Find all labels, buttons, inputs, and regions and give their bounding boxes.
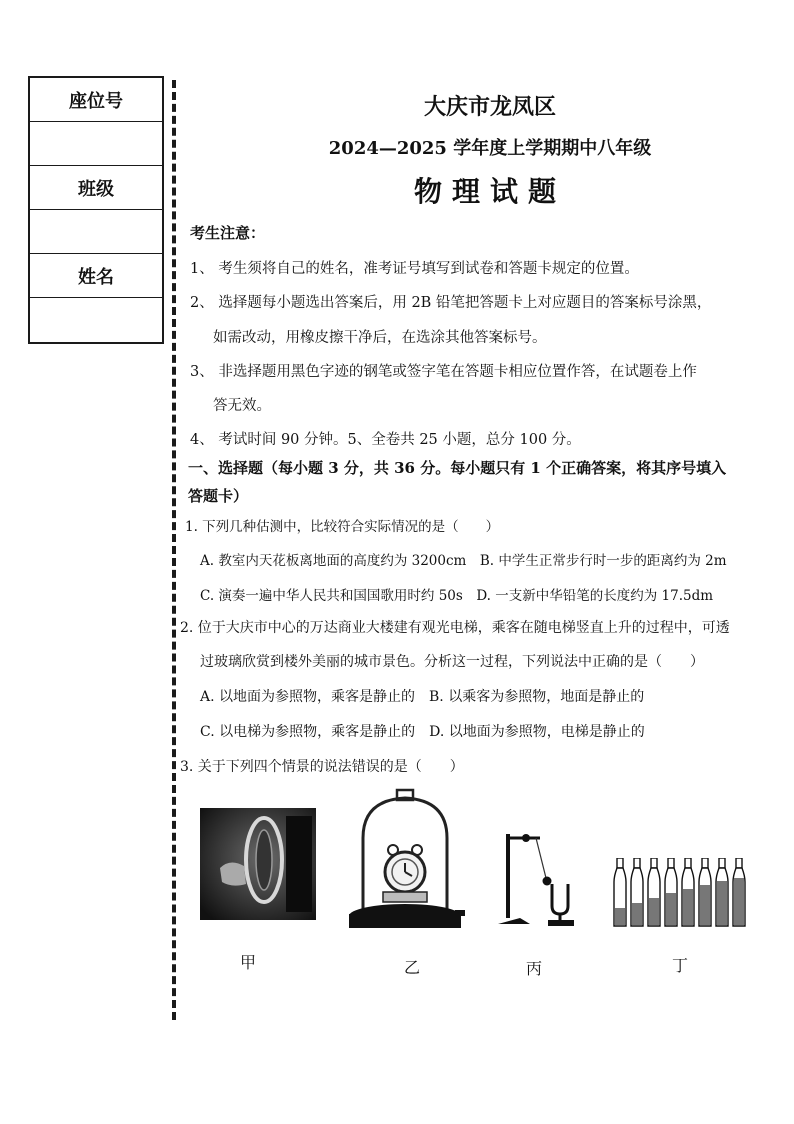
caption-jia: 甲 [240,953,257,972]
region-title: 大庆市龙凤区 [423,94,556,120]
q2-options-ab: A. 以地面为参照物，乘客是静止的 B. 以乘客为参照物，地面是静止的 [200,689,645,705]
caption-yi: 乙 [404,958,421,977]
notice-item-2a: 2、 选择题每小题选出答案后，用 2B 铅笔把答题卡上对应题目的答案标号涂黑， [190,295,712,311]
figure-jia-photo [200,808,316,920]
term-title: 2024—2025 学年度上学期期中八年级 [328,138,652,159]
q1-options-ab: A. 教室内天花板离地面的高度约为 3200cm B. 中学生正常步行时一步的距离约为 2m [200,553,727,569]
student-info-table [28,76,164,344]
name-field[interactable] [30,298,162,342]
caption-ding: 丁 [672,956,689,975]
notice-heading: 考生注意： [190,224,266,242]
notice-item-1: 1、 考生须将自己的姓名，准考证号填写到试卷和答题卡规定的位置。 [190,261,639,277]
subject-title: 物理试题 [413,175,566,208]
seat-number-label: 座位号 [30,78,162,122]
figure-yi-bell-jar [345,788,465,936]
name-label: 姓名 [30,254,162,298]
q1-stem: 1. 下列几种估测中，比较符合实际情况的是（ ） [185,519,500,535]
q2-stem-b: 过玻璃欣赏到楼外美丽的城市景色。分析这一过程，下列说法中正确的是（ ） [200,654,704,670]
section1-heading-b: 答题卡） [188,487,249,505]
q2-stem-a: 2. 位于大庆市中心的万达商业大楼建有观光电梯，乘客在随电梯竖直上升的过程中，可透 [180,620,730,636]
class-label: 班级 [30,166,162,210]
binding-dashed-line [172,80,176,1020]
class-field[interactable] [30,210,162,254]
notice-item-4: 4、 考试时间 90 分钟。5、全卷共 25 小题，总分 100 分。 [190,432,581,448]
q3-stem: 3. 关于下列四个情景的说法错误的是（ ） [180,759,464,775]
q1-options-cd: C. 演奏一遍中华人民共和国国歌用时约 50s D. 一支新中华铅笔的长度约为 17.5dm [200,588,714,604]
notice-item-3a: 3、 非选择题用黑色字迹的钢笔或签字笔在答题卡相应位置作答，在试题卷上作 [190,364,697,380]
q2-options-cd: C. 以电梯为参照物，乘客是静止的 D. 以地面为参照物，电梯是静止的 [200,724,645,740]
seat-number-field[interactable] [30,122,162,166]
notice-item-3b: 答无效。 [213,398,271,414]
figure-bing-tuning-fork [496,826,592,930]
section1-heading-a: 一、选择题（每小题 3 分，共 36 分。每小题只有 1 个正确答案，将其序号填入 [188,459,727,477]
caption-bing: 丙 [526,959,543,978]
figure-ding-bottles [612,858,748,930]
notice-item-2b: 如需改动，用橡皮擦干净后，在选涂其他答案标号。 [213,330,547,346]
